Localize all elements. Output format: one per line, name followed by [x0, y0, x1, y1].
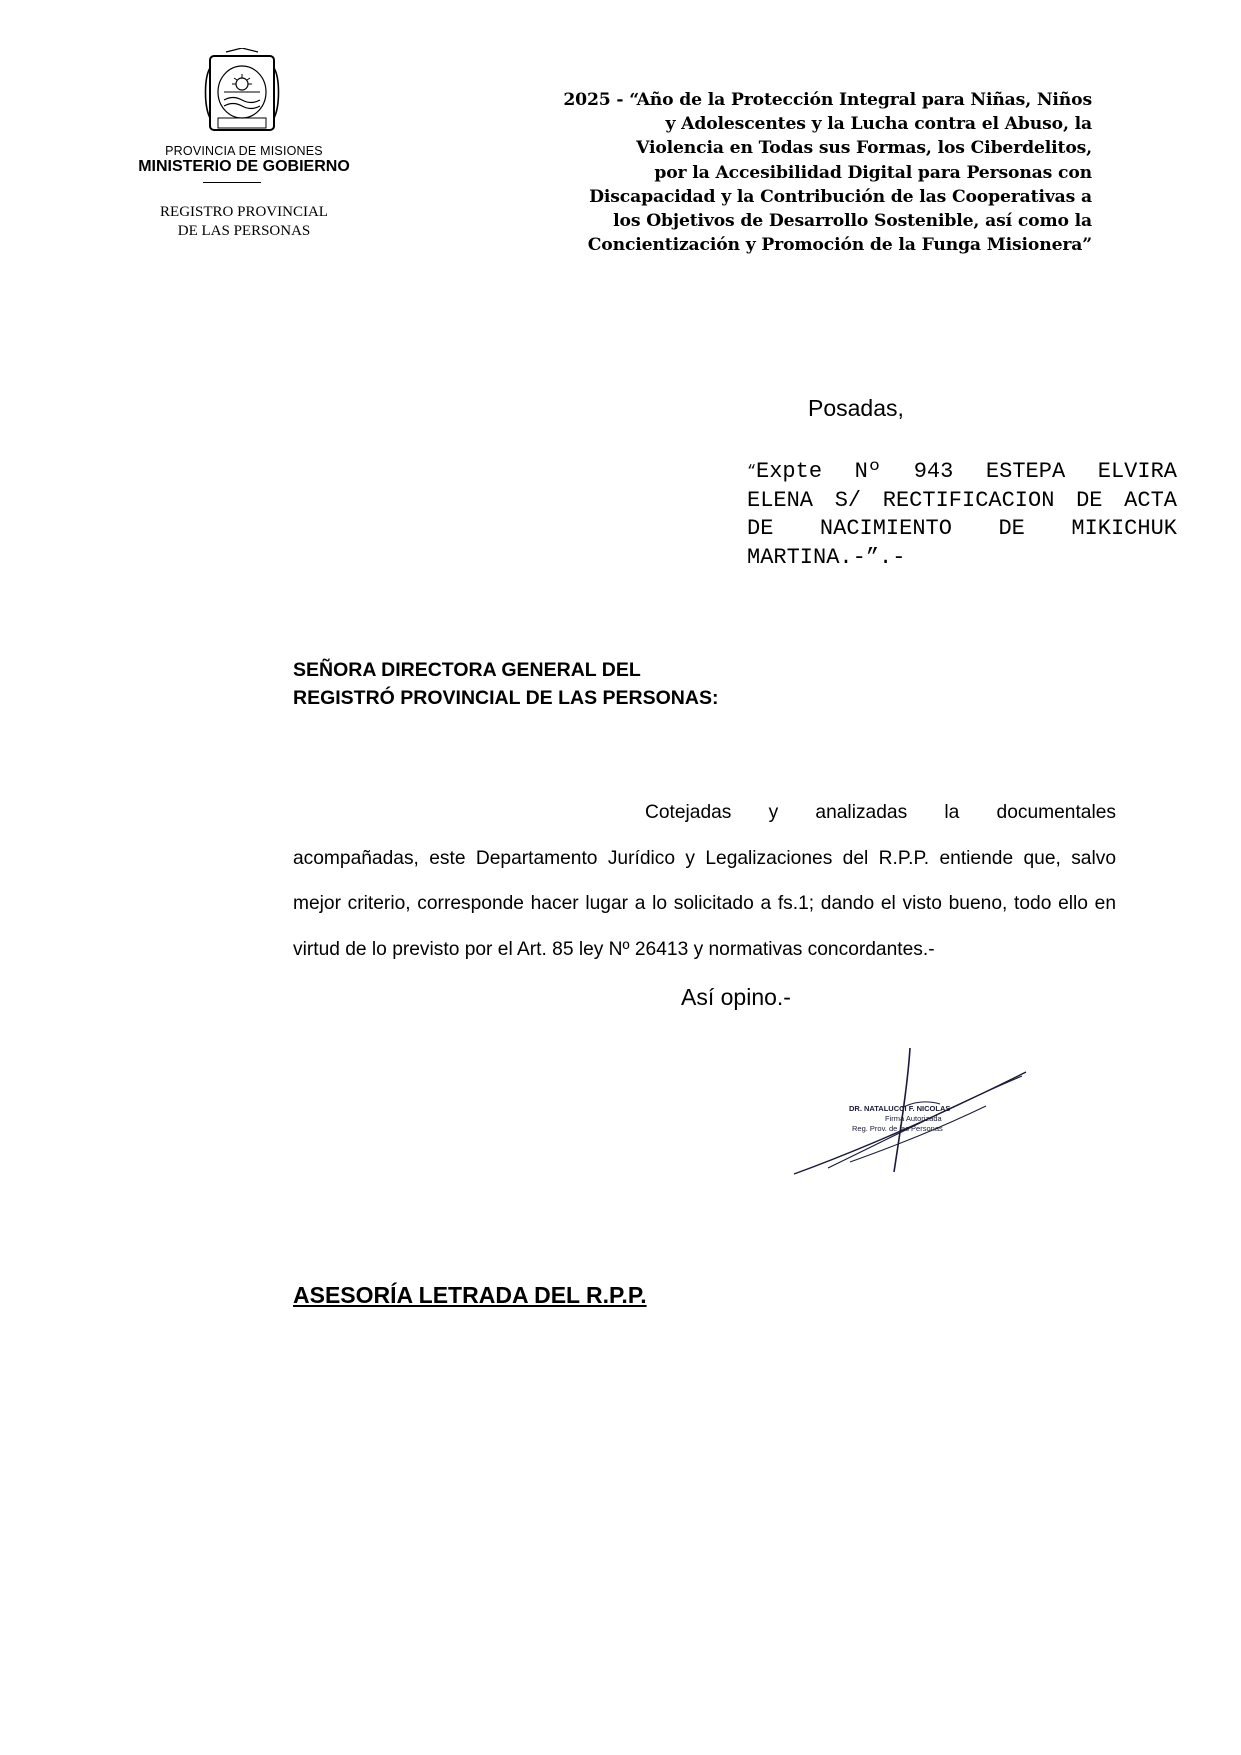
case-reference — [747, 458, 1177, 573]
signature-stamp-name: DR. NATALUCCI F. NICOLAS — [849, 1104, 951, 1113]
province-name: PROVINCIA DE MISIONES — [165, 144, 323, 158]
addressee-line2: REGISTRÓ PROVINCIAL DE LAS PERSONAS: — [293, 687, 719, 709]
registry-name-line2: DE LAS PERSONAS — [177, 223, 311, 239]
place-line: Posadas, — [808, 395, 904, 421]
motto-line: 2025 - “Año de la Protección Integral para Niñas, Niños — [563, 90, 1092, 110]
motto-line: Concientización y Promoción de la Funga Misionera” — [587, 235, 1092, 256]
provincia-de-misiones-seal-icon — [196, 48, 288, 136]
motto-line: los Objetivos de Desarrollo Sostenible, así como la — [613, 211, 1092, 232]
open-quote: “ — [747, 463, 757, 480]
year-motto — [470, 88, 1092, 257]
body-paragraph: Cotejadas y analizadas la documentales acompañadas, este Departamento Jurídico y Legalizaciones del R.P.P. entiende que, salvo mejor criterio, corresponde hacer lugar a lo solicitado a fs.1; dando el visto bueno, todo ello en virtud de lo previsto por el Art. 85 ley Nº 26413 y normativas concordantes.- — [293, 802, 1116, 960]
signature-stamp-office: Reg. Prov. de las Personas — [852, 1124, 943, 1133]
registry-name-line1: REGISTRO PROVINCIAL — [160, 204, 328, 220]
motto-line: Violencia en Todas sus Formas, los Ciberdelitos, — [636, 138, 1092, 159]
addressee — [293, 656, 718, 712]
registry-name — [130, 203, 358, 241]
motto-line: y Adolescentes y la Lucha contra el Abuso, la — [665, 114, 1092, 135]
motto-line: por la Accesibilidad Digital para Personas con — [654, 162, 1092, 183]
divider — [203, 182, 261, 183]
case-reference-text: Expte Nº 943 ESTEPA ELVIRA ELENA S/ RECTIFICACION DE ACTA DE NACIMIENTO DE MIKICHUK MARTINA.-”.- — [747, 459, 1177, 571]
ministry-name: MINISTERIO DE GOBIERNO — [138, 158, 350, 175]
addressee-line1: SEÑORA DIRECTORA GENERAL DEL — [293, 659, 641, 681]
closing-line: Así opino.- — [681, 984, 791, 1010]
signature-stamp-title: Firma Autorizada — [885, 1114, 942, 1123]
issuing-office: ASESORÍA LETRADA DEL R.P.P. — [293, 1282, 647, 1308]
motto-line: Discapacidad y la Contribución de las Cooperativas a — [589, 186, 1092, 207]
